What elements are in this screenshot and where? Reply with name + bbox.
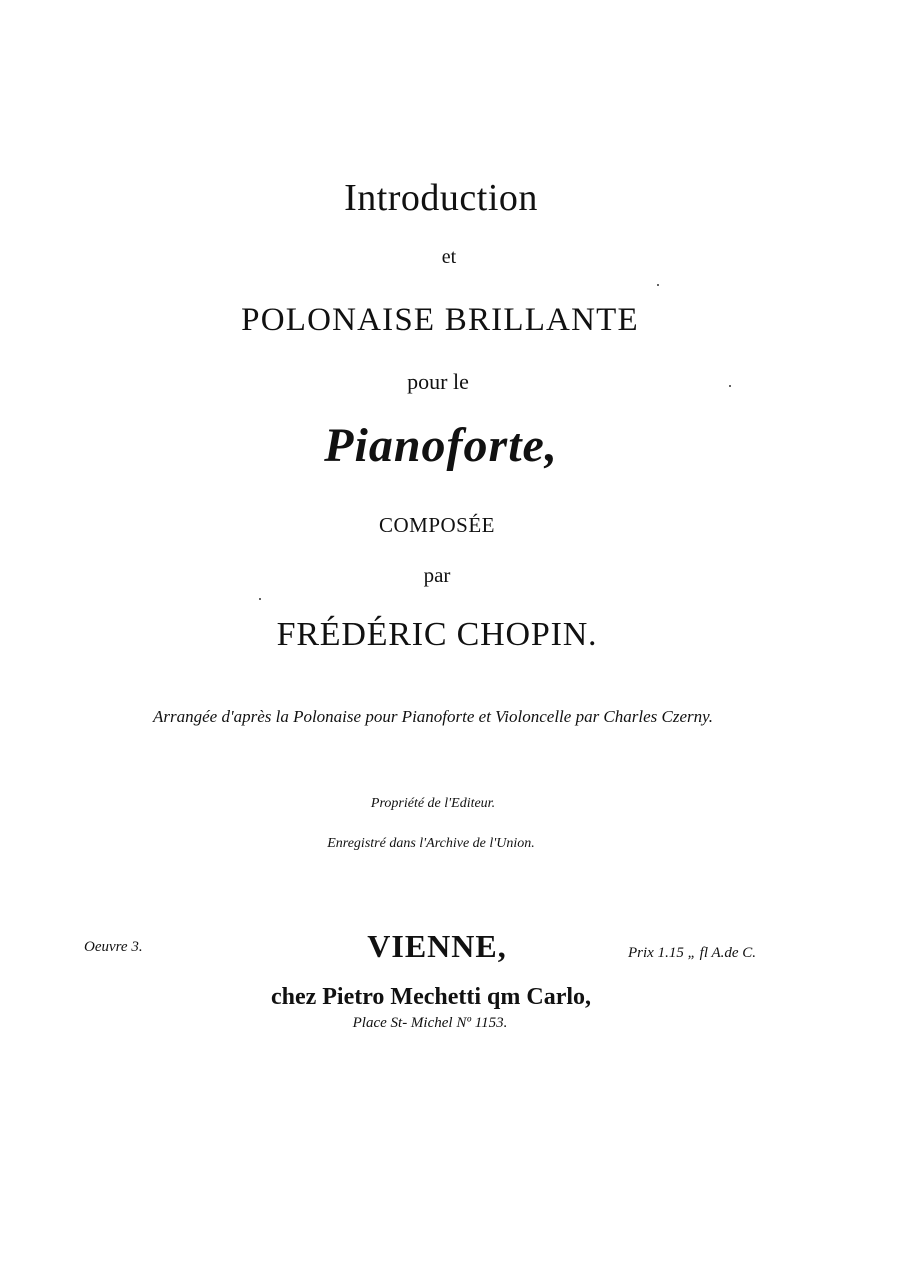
instrument-title: Pianoforte, [324, 419, 558, 472]
conjunction-et: et [441, 246, 457, 268]
registration-notice: Enregistré dans l'Archive de l'Union. [327, 836, 535, 851]
publisher-city: VIENNE, [367, 928, 507, 964]
introduction-title: Introduction [344, 177, 538, 219]
work-title: POLONAISE BRILLANTE [241, 302, 639, 338]
property-notice: Propriété de l'Editeur. [370, 796, 496, 811]
composee-text: COMPOSÉE [378, 513, 496, 537]
price-text: Prix 1.15 „ fl A.de C. [628, 945, 757, 961]
opus-number: Oeuvre 3. [84, 939, 143, 955]
par-text: par [423, 563, 451, 587]
print-speck [729, 385, 731, 387]
print-speck [657, 284, 659, 286]
pour-le-text: pour le [407, 369, 469, 394]
composer-name: FRÉDÉRIC CHOPIN. [276, 616, 598, 653]
print-speck [259, 598, 261, 600]
publisher-address: Place St- Michel Nº 1153. [352, 1015, 508, 1031]
publisher-name: chez Pietro Mechetti qm Carlo, [270, 984, 592, 1010]
arrangement-note: Arrangée d'après la Polonaise pour Pianoforte et Violoncelle par Charles Czerny. [152, 707, 713, 726]
